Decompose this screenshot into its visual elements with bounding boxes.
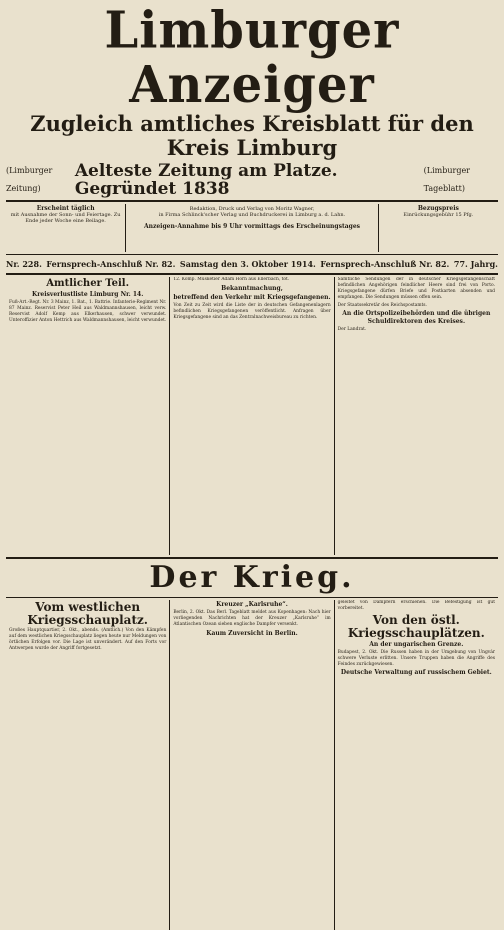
issue-number: Nr. 228. bbox=[6, 259, 42, 269]
notice-signature: Der Landrat. bbox=[337, 327, 367, 333]
article-text: Budapest, 2. Okt. Die Russen haben in der Umgebung von Ungvár schwere Verluste erlitten. Unsere Truppen haben die Angriffe des Feindes zurückgewiesen. bbox=[337, 649, 495, 667]
publication-info bbox=[6, 204, 126, 252]
price-title: Bezugspreis bbox=[417, 205, 459, 212]
column-1 bbox=[6, 277, 169, 555]
publisher-line-1: Redaktion, Druck und Verlag von Moritz Wagner, bbox=[189, 206, 315, 212]
publisher-info bbox=[126, 204, 378, 252]
publication-text: mit Ausnahme der Sonn- und Feiertage. Zu Ende jeder Woche eine Beilage. bbox=[10, 212, 121, 224]
war-east-subheading: An der ungarischen Grenze. bbox=[369, 640, 464, 648]
column-3 bbox=[334, 277, 498, 555]
phone-right: Fernsprech-Anschluß Nr. 82. bbox=[320, 259, 450, 269]
official-section bbox=[6, 277, 498, 555]
divider bbox=[6, 557, 498, 559]
notice-heading: An die Ortspolizeibehörden und die übrigen Schuldirektoren des Kreises. bbox=[342, 310, 491, 326]
date-bar bbox=[6, 257, 498, 271]
column-6 bbox=[334, 600, 498, 930]
price-info bbox=[379, 204, 498, 252]
divider bbox=[6, 254, 498, 255]
price-text: Einrückungsgebühr 15 Pfg. bbox=[403, 212, 474, 218]
divider bbox=[6, 597, 498, 598]
publisher-line-2: in Firma Schlinck'scher Verlag und Buchdruckerei in Limburg a. d. Lahn. bbox=[158, 212, 346, 218]
article-text: Von Zeit zu Zeit wird die Liste der in deutschen Gefangenenlagern befindlichen Kriegsgefangenen veröffentlicht. Anfragen über Kriegsgefangene sind an das Zentralnachweisbureau zu richten. bbox=[173, 302, 331, 320]
tagline-right: (Limburger Tageblatt) bbox=[423, 166, 470, 193]
column-5 bbox=[169, 600, 333, 930]
divider bbox=[6, 273, 498, 275]
announcement: Anzeigen-Annahme bis 9 Uhr vormittags des Erscheinungstages bbox=[143, 223, 361, 230]
section-subheading: Kreisverlustliste Limburg Nr. 14. bbox=[32, 291, 144, 298]
article-text: Großes Hauptquartier, 2. Okt., abends. (Amtlich.) Von den Kämpfen auf dem westlichen Kriegsschauplatz liegen heute nur Meldungen von örtlichen Erfolgen vor. Die Lage ist unverändert. Auf den Forts vor Antwerpen wurde der Angriff fortgesetzt. bbox=[9, 628, 167, 652]
article-subheading: Deutsche Verwaltung auf russischem Gebiet. bbox=[340, 669, 492, 677]
subtitle: Zugleich amtliches Kreisblatt für den Kreis Limburg bbox=[30, 111, 474, 160]
publication-title: Erscheint täglich bbox=[36, 205, 95, 212]
tagline bbox=[6, 162, 498, 198]
article-text: geleitet von Dampfern erschienen. Die Befestigung ist gut vorbereitet. bbox=[337, 600, 495, 612]
article-subheading: betreffend den Verkehr mit Kriegsgefangenen. bbox=[173, 293, 331, 301]
divider bbox=[6, 200, 498, 202]
article-subheading: Kaum Zuversicht in Berlin. bbox=[206, 629, 298, 637]
article-text: Berlin, 2. Okt. Das Berl. Tageblatt meldet aus Kopenhagen: Nach hier vorliegenden Nachrichten hat der Kreuzer „Karlsruhe“ im Atlantischen Ozean sieben englische Dampfer versenkt. bbox=[173, 610, 331, 628]
phone-left: Fernsprech-Anschluß Nr. 82. bbox=[46, 259, 176, 269]
section-heading: Amtlicher Teil. bbox=[46, 278, 130, 289]
column-2 bbox=[169, 277, 333, 555]
article-text: Sämtliche Sendungen der in deutscher Kriegsgefangenschaft befindlichen Angehörigen feindlicher Heere sind frei von Porto. Kriegsgefangene dürfen Briefe und Postkarten absenden und empfangen. Die Sendungen müssen offen sein. bbox=[337, 277, 495, 301]
war-section bbox=[6, 600, 498, 930]
column-4 bbox=[6, 600, 169, 930]
war-heading: Der Krieg. bbox=[149, 560, 355, 595]
war-east-heading: Von den östl. Kriegsschauplätzen. bbox=[347, 612, 485, 640]
article-heading: Bekanntmachung, bbox=[221, 284, 283, 292]
cruiser-heading: Kreuzer „Karlsruhe“. bbox=[216, 601, 288, 608]
masthead: Limburger Anzeiger bbox=[104, 1, 400, 115]
volume-year: 77. Jahrg. bbox=[453, 259, 498, 269]
tagline-left: (Limburger Zeitung) bbox=[6, 166, 53, 193]
article-text: 12. Komp. Musketier Adam Horn aus Ellerbach, tot. bbox=[173, 277, 290, 282]
info-bar bbox=[6, 204, 498, 252]
issue-date: Samstag den 3. Oktober 1914. bbox=[179, 259, 316, 269]
war-west-heading: Vom westlichen Kriegsschauplatz. bbox=[27, 600, 148, 627]
tagline-center: Aelteste Zeitung am Platze. Gegründet 1838 bbox=[74, 161, 338, 199]
article-text: Fuß-Art.-Regt. Nr. 3 Mainz, 1. Bat., 1. Battrie. Infanterie-Regiment Nr. 87 Mainz. Reservist Peter Heil aus Waldmannshausen, leicht verw. Reservist Adolf Kemp aus Elkerhausen, schwer verwundet. Unteroffizier Anton Hettrich aus Waldmannshausen, leicht verwundet. bbox=[9, 300, 167, 324]
article-signoff: Der Staatssekretär des Reichspostamts. bbox=[337, 302, 427, 308]
